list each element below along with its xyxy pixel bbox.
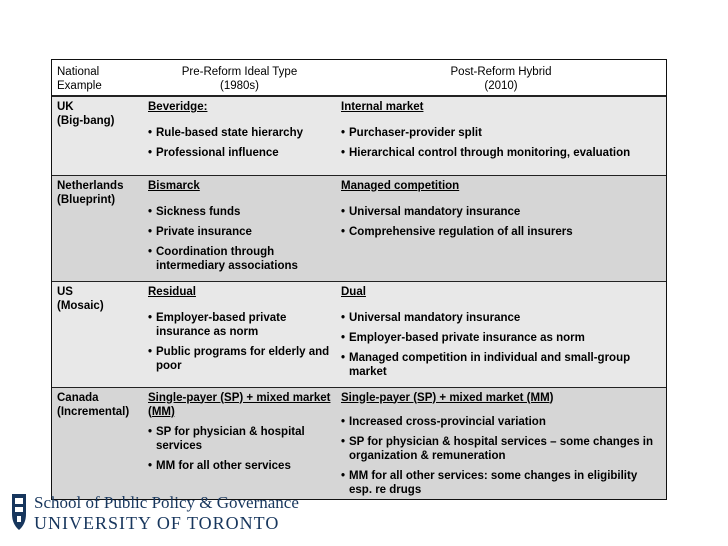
header-text: (2010)	[484, 80, 518, 92]
country-cell	[52, 281, 143, 387]
post-reform-cell	[336, 96, 666, 175]
country-name: UK	[57, 101, 74, 113]
table-row-uk	[52, 96, 666, 175]
list-item: • Hierarchical control through monitoring, evaluation	[341, 146, 661, 160]
header-pre-reform	[143, 60, 336, 96]
country-name: Netherlands	[57, 179, 124, 192]
header-post-reform	[336, 60, 666, 96]
country-subtitle: (Mosaic)	[57, 299, 104, 312]
post-reform-cell	[336, 387, 666, 500]
list-item: • Increased cross-provincial variation	[341, 415, 661, 429]
comparison-table	[52, 60, 666, 500]
list-item: • Universal mandatory insurance	[341, 205, 661, 219]
table-row-netherlands	[52, 175, 666, 281]
header-text: National	[57, 66, 100, 78]
post-reform-cell	[336, 175, 666, 281]
cell-heading: Single-payer (SP) + mixed market (MM)	[341, 391, 554, 404]
list-item: • MM for all other services	[148, 459, 331, 473]
school-name: School of Public Policy & Governance	[34, 493, 299, 512]
header-text: Pre-Reform Ideal Type	[181, 66, 298, 78]
country-name: US	[57, 285, 73, 298]
bullet-list	[341, 126, 661, 160]
cell-heading: Bismarck	[148, 179, 200, 192]
table-header-row	[52, 60, 666, 96]
list-item: • Universal mandatory insurance	[341, 311, 661, 325]
list-item: • Employer-based private insurance as norm	[341, 331, 661, 345]
list-item: • Employer-based private insurance as norm	[148, 311, 331, 339]
list-item: • Coordination through intermediary associations	[148, 245, 331, 273]
pre-reform-cell	[143, 175, 336, 281]
cell-heading: Dual	[341, 285, 366, 298]
cell-heading: Residual	[148, 285, 196, 298]
table-row-us	[52, 281, 666, 387]
list-item: • Rule-based state hierarchy	[148, 126, 331, 140]
bullet-list	[148, 126, 331, 160]
list-item: • Purchaser-provider split	[341, 126, 661, 140]
bullet-list	[148, 425, 331, 473]
header-national-example	[52, 60, 143, 96]
comparison-table-frame	[51, 59, 667, 500]
list-item: • SP for physician & hospital services	[148, 425, 331, 453]
list-item: • Public programs for elderly and poor	[148, 345, 331, 373]
pre-reform-cell	[143, 281, 336, 387]
list-item: • SP for physician & hospital services – some changes in organization & remuneration	[341, 435, 661, 463]
bullet-list	[341, 415, 661, 497]
list-item: • Professional influence	[148, 146, 331, 160]
cell-heading: Managed competition	[341, 179, 460, 192]
list-item: • Managed competition in individual and small-group market	[341, 351, 661, 379]
cell-heading: Single-payer (SP) + mixed market (MM)	[148, 391, 331, 418]
university-name: UNIVERSITY OF TORONTO	[34, 513, 280, 533]
header-text: (1980s)	[220, 80, 259, 92]
pre-reform-cell	[143, 387, 336, 500]
post-reform-cell	[336, 281, 666, 387]
country-name: Canada	[57, 391, 99, 404]
header-text: Post-Reform Hybrid	[450, 66, 552, 78]
country-cell	[52, 96, 143, 175]
bullet-list	[341, 311, 661, 379]
header-text: Example	[57, 80, 102, 92]
country-subtitle: (Blueprint)	[57, 193, 116, 206]
country-cell	[52, 175, 143, 281]
bullet-list	[148, 205, 331, 273]
country-cell	[52, 387, 143, 500]
list-item: • MM for all other services: some changes in eligibility esp. re drugs	[341, 469, 661, 497]
country-subtitle: (Big-bang)	[57, 115, 115, 127]
country-subtitle: (Incremental)	[57, 405, 130, 418]
bullet-list	[341, 205, 661, 239]
list-item: • Private insurance	[148, 225, 331, 239]
list-item: • Sickness funds	[148, 205, 331, 219]
university-logo	[10, 490, 299, 538]
cell-heading: Internal market	[341, 101, 424, 113]
list-item: • Comprehensive regulation of all insurers	[341, 225, 661, 239]
university-crest-icon	[10, 492, 28, 532]
bullet-list	[148, 311, 331, 373]
cell-heading: Beveridge:	[148, 101, 208, 113]
pre-reform-cell	[143, 96, 336, 175]
table-row-canada	[52, 387, 666, 500]
